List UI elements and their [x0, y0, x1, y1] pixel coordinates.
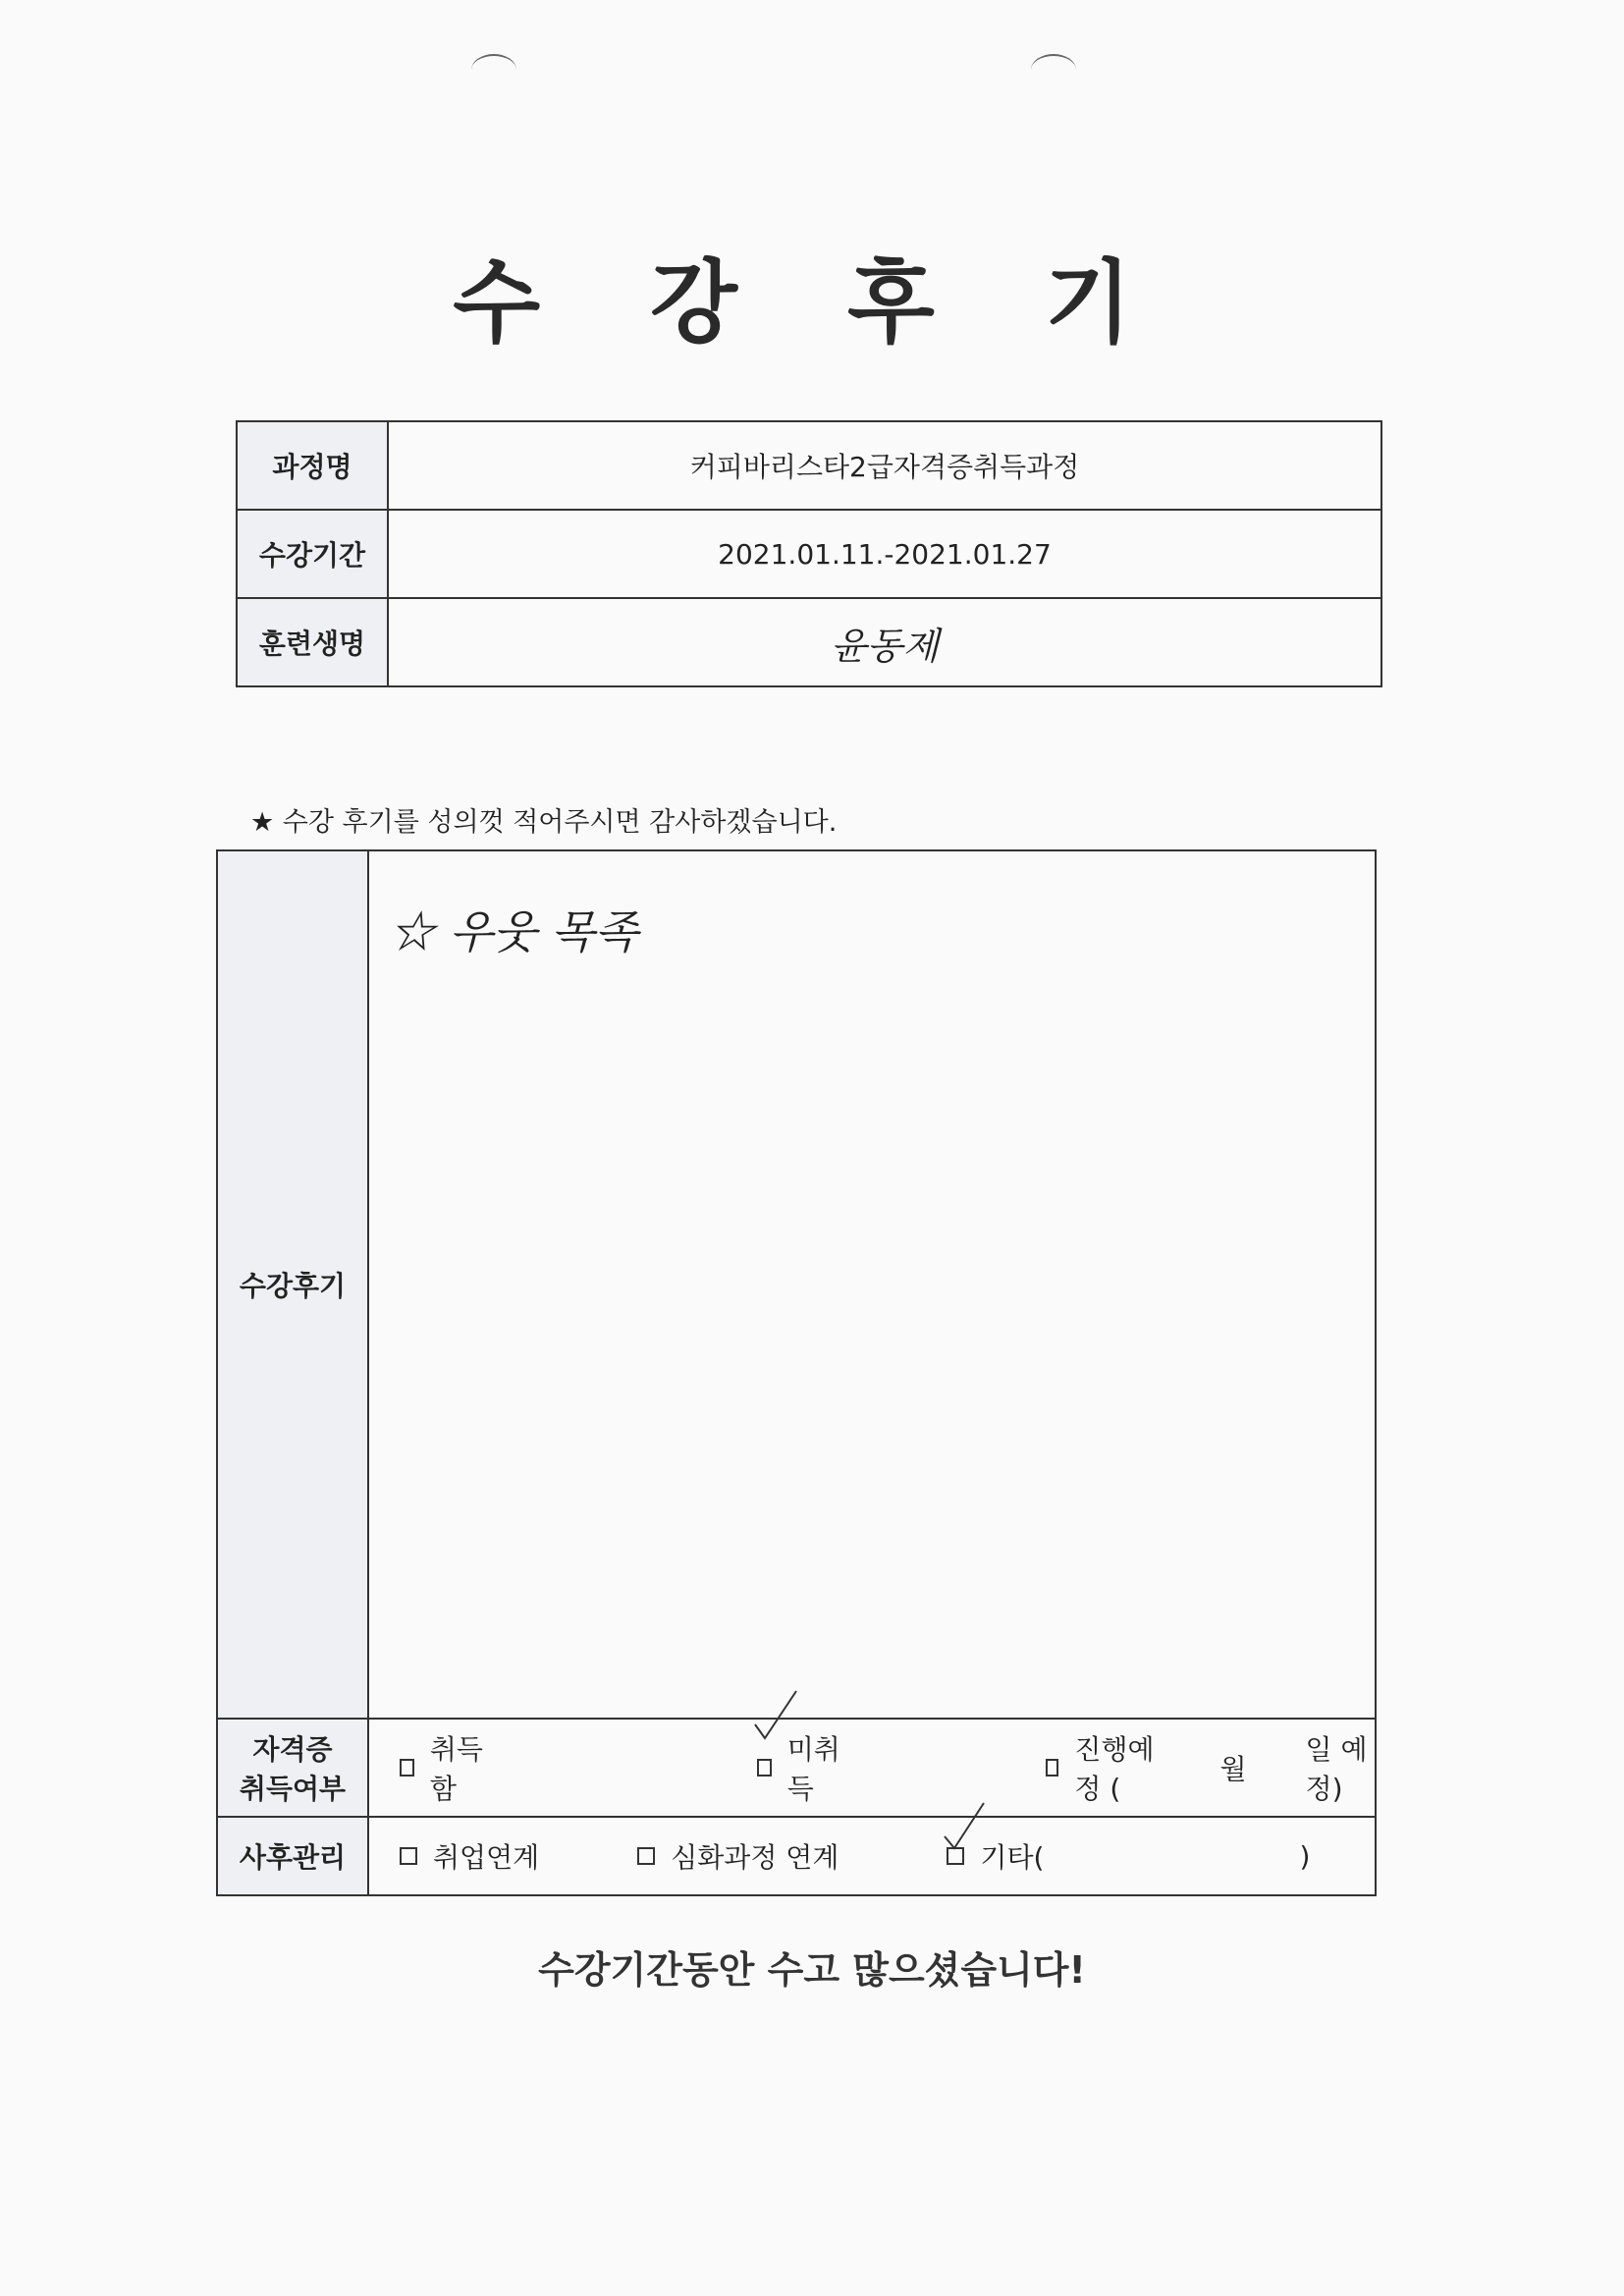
day-label: 일 예정) [1305, 1733, 1368, 1805]
review-table [216, 849, 1377, 1896]
course-value: 커피바리스타2급자격증취득과정 [388, 421, 1381, 510]
checkbox-icon [757, 1759, 772, 1777]
certificate-label-line2: 취득여부 [239, 1773, 347, 1805]
certificate-option-acquired[interactable] [400, 1728, 492, 1807]
followup-option-employment[interactable] [400, 1836, 539, 1876]
page-title: 수 강 후 기 [453, 250, 1171, 355]
course-label: 과정명 [237, 421, 388, 510]
followup-label: 사후관리 [217, 1817, 368, 1895]
period-label: 수강기간 [237, 510, 388, 598]
certificate-option-not-acquired[interactable] [757, 1728, 849, 1807]
review-text: ☆ 우웃 목족 [390, 905, 638, 958]
trainee-label: 훈련생명 [237, 598, 388, 686]
certificate-label [217, 1719, 368, 1817]
checkbox-icon [637, 1847, 655, 1865]
trainee-value: 윤동제 [388, 598, 1381, 686]
checkmark-icon [941, 1797, 990, 1851]
followup-options [368, 1817, 1376, 1895]
followup-option-other[interactable] [947, 1836, 1310, 1876]
option-label: 심화과정 연계 [671, 1841, 839, 1874]
certificate-label-line1: 자격증 [252, 1733, 333, 1766]
month-label: 월 [1219, 1753, 1247, 1785]
checkbox-icon [400, 1759, 414, 1777]
followup-option-advanced[interactable] [637, 1836, 839, 1876]
punch-hole-left [471, 54, 516, 85]
punch-hole-right [1031, 54, 1076, 85]
review-label: 수강후기 [217, 850, 368, 1719]
other-close-paren: ) [1299, 1839, 1311, 1873]
review-instruction: ★ 수강 후기를 성의껏 적어주시면 감사하겠습니다. [250, 807, 838, 838]
option-label: 취업연계 [433, 1841, 540, 1874]
option-label: 기타( [980, 1841, 1045, 1874]
certificate-options [368, 1719, 1376, 1817]
option-label: 미취득 [786, 1733, 840, 1805]
checkmark-icon [751, 1689, 800, 1743]
option-label: 취득함 [429, 1733, 483, 1805]
info-table [236, 420, 1382, 687]
checkbox-icon [1046, 1759, 1059, 1777]
certificate-option-in-progress[interactable] [1046, 1728, 1374, 1807]
option-label: 진행예정 ( [1074, 1733, 1155, 1805]
period-value: 2021.01.11.-2021.01.27 [388, 510, 1381, 598]
checkbox-icon [400, 1847, 417, 1865]
closing-message: 수강기간동안 수고 많으셨습니다! [538, 1948, 1086, 1992]
review-body [368, 850, 1376, 1719]
